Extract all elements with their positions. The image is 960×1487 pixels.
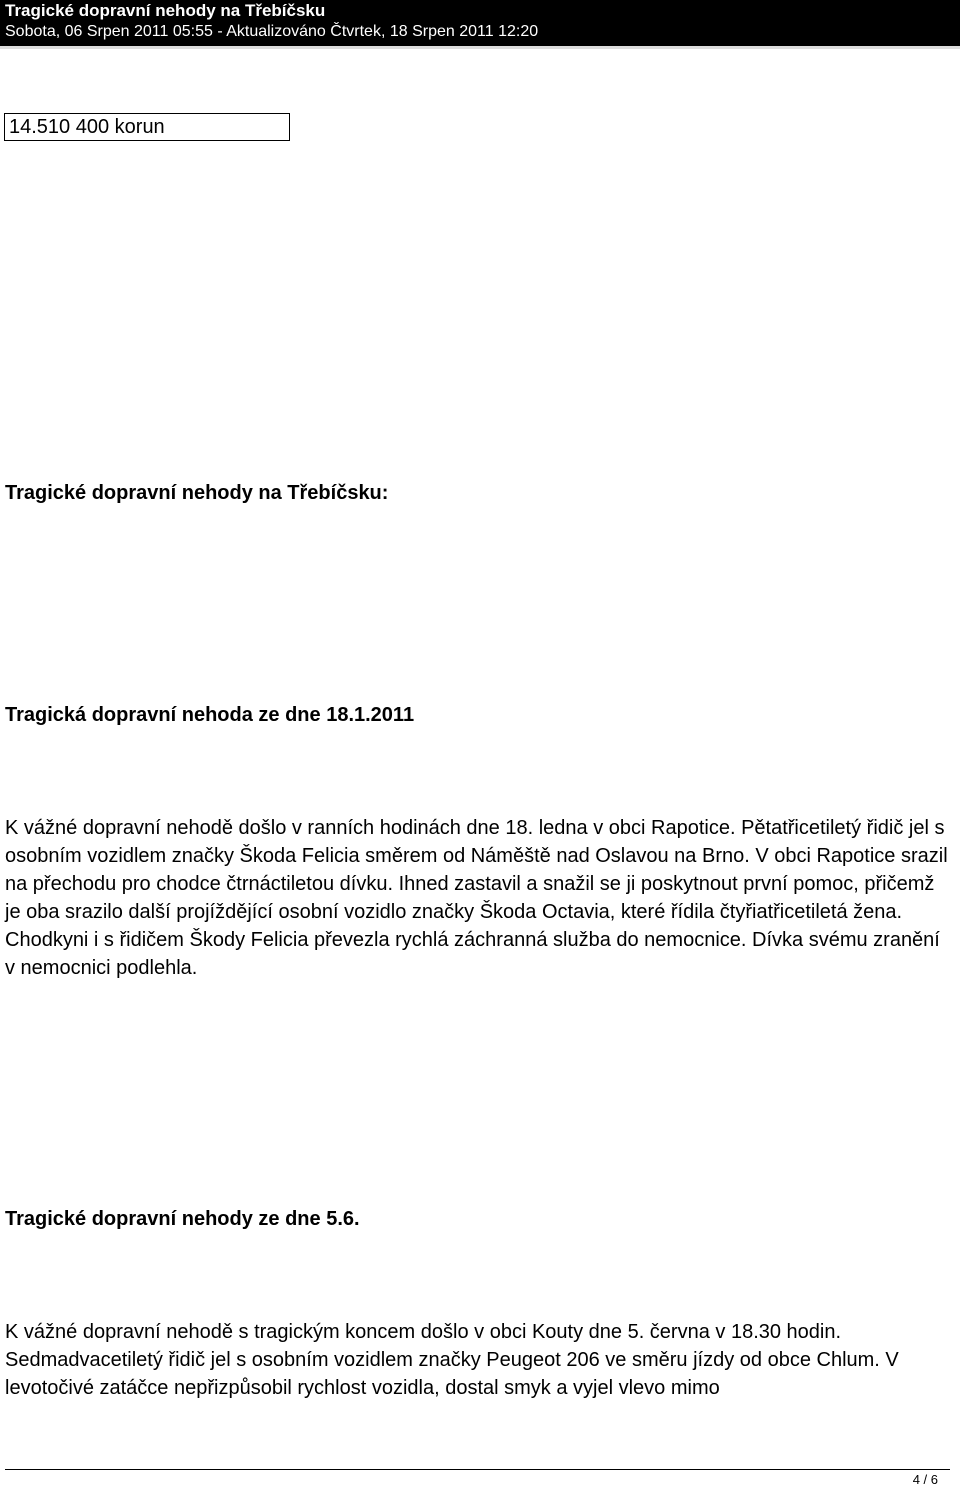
- amount-box: [4, 113, 290, 141]
- header-divider: [0, 46, 960, 49]
- document-dates: Sobota, 06 Srpen 2011 05:55 - Aktualizováno Čtvrtek, 18 Srpen 2011 12:20: [5, 23, 539, 40]
- section-heading-1: Tragická dopravní nehoda ze dne 18.1.2011: [5, 704, 415, 726]
- page-header: [0, 0, 960, 46]
- section-body-1: K vážné dopravní nehodě došlo v ranních hodinách dne 18. ledna v obci Rapotice. Pětatřicetiletý řidič jel s osobním vozidlem značky Škoda Felicia směrem od Náměště nad Oslavou na Brno. V obci Rapotice srazil na přechodu pro chodce čtrnáctiletou dívku. Ihned zastavil a snažil se ji poskytnout první pomoc, přičemž je oba srazilo další projíždějící osobní vozidlo značky Škoda Octavia, které řídila čtyřiatřicetiletá žena. Chodkyni i s řidičem Škody Felicia převezla rychlá záchranná služba do nemocnice. Dívka svému zranění v nemocnici podlehla.: [5, 817, 948, 979]
- footer-divider: [5, 1469, 950, 1470]
- page-number: 4 / 6: [912, 1472, 938, 1487]
- main-heading: Tragické dopravní nehody na Třebíčsku:: [5, 482, 389, 504]
- amount-text: 14.510 400 korun: [9, 116, 165, 138]
- document-title: Tragické dopravní nehody na Třebíčsku: [5, 1, 326, 20]
- section-body-2: K vážné dopravní nehodě s tragickým koncem došlo v obci Kouty dne 5. června v 18.30 hodin. Sedmadvacetiletý řidič jel s osobním vozidlem značky Peugeot 206 ve směru jízdy od obce Chlum. V levotočivé zatáčce nepřizpůsobil rychlost vozidla, dostal smyk a vyjel vlevo mimo: [5, 1321, 899, 1399]
- section-heading-2: Tragické dopravní nehody ze dne 5.6.: [5, 1208, 360, 1230]
